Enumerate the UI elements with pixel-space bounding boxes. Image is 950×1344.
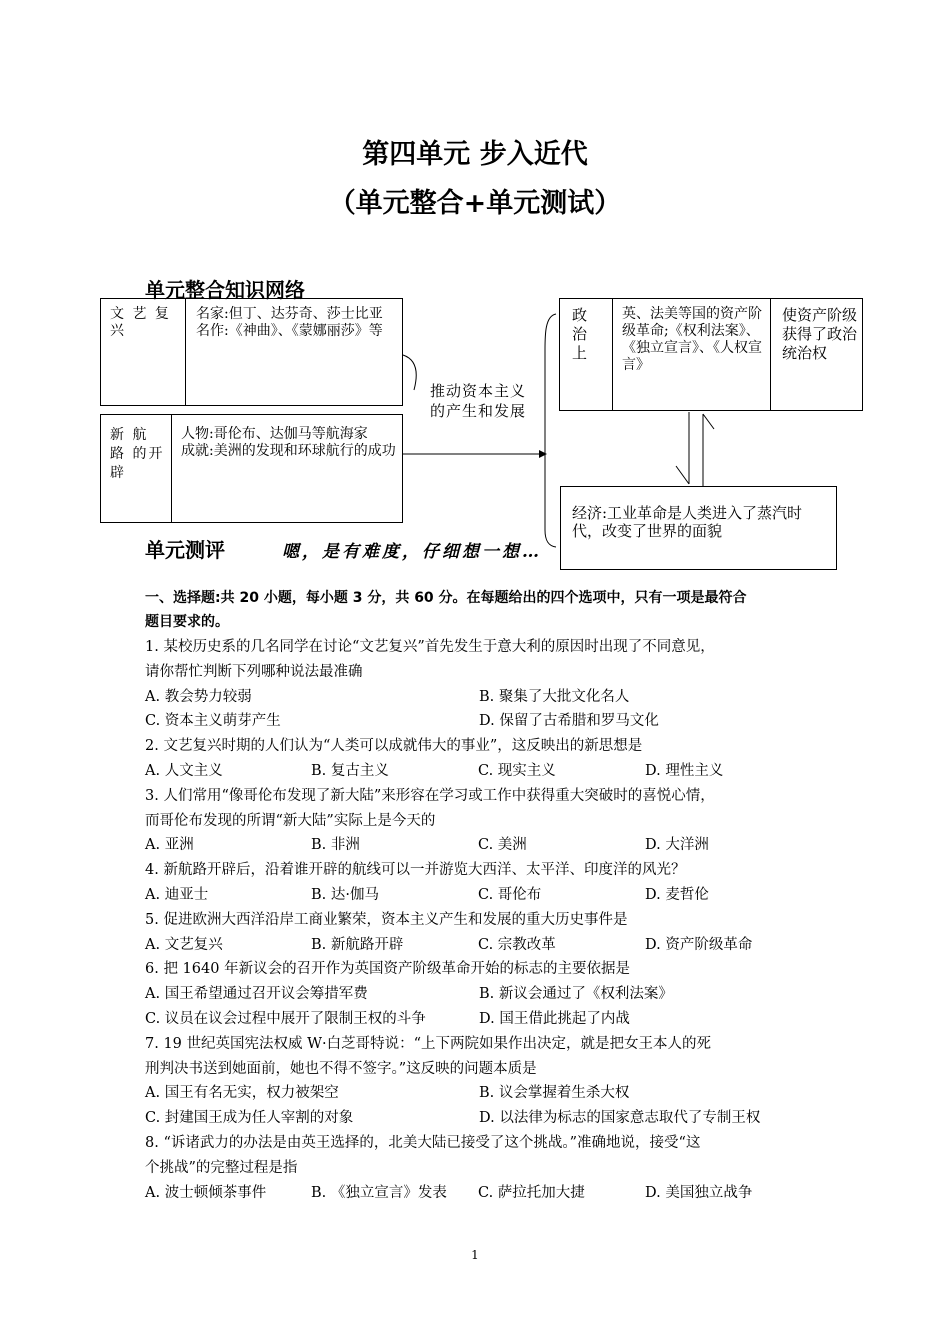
section-intro-line2: 题目要求的。: [145, 614, 229, 630]
question-4-option: C. 哥伦布: [478, 887, 542, 903]
question-4-option: A. 迪亚士: [145, 887, 209, 903]
politics-content: 英、法美等国的资产阶级革命;《权利法案》、《独立宣言》、《人权宣言》: [622, 306, 762, 373]
question-2-option: C. 现实主义: [478, 763, 556, 779]
question-6-option: B. 新议会通过了《权利法案》: [479, 986, 673, 1003]
question-8-stem: 8. “诉诸武力的办法是由英王选择的，北美大陆已接受了这个挑战。”准确地说，接受“这: [145, 1135, 701, 1151]
question-3-stem: 而哥伦布发现的所谓“新大陆”实际上是今天的: [145, 812, 436, 829]
question-2-stem: 2. 文艺复兴时期的人们认为“人类可以成就伟大的事业”，这反映出的新思想是: [145, 738, 643, 755]
question-6-stem: 6. 把 1640 年新议会的召开作为英国资产阶级革命开始的标志的主要依据是: [145, 961, 631, 978]
question-4-stem: 4. 新航路开辟后，沿着谁开辟的航线可以一并游览大西洋、太平洋、印度洋的风光？: [145, 862, 686, 879]
question-4-option: B. 达·伽马: [311, 887, 379, 903]
question-5-option: C. 宗教改革: [478, 936, 556, 953]
question-6-option: D. 国王借此挑起了内战: [479, 1011, 630, 1027]
question-5-option: B. 新航路开辟: [311, 936, 404, 953]
page-subtitle: （单元整合+单元测试）: [328, 188, 622, 219]
renaissance-label: 文 艺 复兴: [110, 306, 171, 339]
question-1-stem: 请你帮忙判断下列哪种说法最准确: [145, 663, 363, 680]
middle-text: 推动资本主义的产生和发展: [430, 382, 527, 420]
question-1-stem: 1. 某校历史系的几名同学在讨论“文艺复兴”首先发生于意大利的原因时出现了不同意见，: [145, 639, 715, 655]
politics-label: 政治上: [572, 306, 588, 362]
economy-content: 经济:工业革命是人类进入了蒸汽时代，改变了世界的面貌: [572, 504, 803, 540]
question-8-option: D. 美国独立战争: [645, 1184, 753, 1201]
politics-result: 使资产阶级获得了政治统治权: [782, 306, 858, 362]
question-7-stem: 刑判决书送到她面前，她也不得不签字。”这反映的问题本质是: [145, 1060, 537, 1077]
question-8-option: B. 《独立宣言》发表: [311, 1184, 447, 1201]
question-2-option: D. 理性主义: [645, 763, 724, 779]
question-2-option: B. 复古主义: [311, 763, 389, 779]
new-route-label: 新 航 路 的开辟: [110, 427, 165, 481]
question-1-option: C. 资本主义萌芽产生: [145, 713, 281, 730]
page-title: 第四单元 步入近代: [362, 139, 588, 170]
question-3-option: C. 美洲: [478, 837, 527, 854]
question-7-option: D. 以法律为标志的国家意志取代了专制王权: [479, 1110, 761, 1127]
new-route-content: 人物:哥伦布、达伽马等航海家 成就:美洲的发现和环球航行的成功: [181, 426, 396, 459]
question-8-option: A. 波士顿倾茶事件: [145, 1184, 267, 1201]
test-note: 嗯，是有难度，仔细想一想…: [282, 542, 542, 562]
test-heading: 单元测评: [145, 538, 225, 562]
question-3-option: A. 亚洲: [145, 837, 194, 854]
question-5-stem: 5. 促进欧洲大西洋沿岸工商业繁荣，资本主义产生和发展的重大历史事件是: [145, 911, 628, 928]
question-5-option: A. 文艺复兴: [145, 936, 223, 953]
question-1-option: A. 教会势力较弱: [145, 688, 252, 705]
network-heading: 单元整合知识网络: [145, 278, 305, 302]
question-6-option: A. 国王希望通过召开议会筹措军费: [145, 986, 368, 1003]
question-3-option: D. 大洋洲: [645, 837, 709, 854]
question-7-option: C. 封建国王成为任人宰割的对象: [145, 1110, 354, 1127]
diagram-connectors: [0, 0, 950, 600]
section-intro-line1: 一、选择题:共 20 小题，每小题 3 分，共 60 分。在每题给出的四个选项中，只有一项是最符合: [145, 590, 747, 606]
question-8-option: C. 萨拉托加大捷: [478, 1184, 585, 1201]
question-8-stem: 个挑战”的完整过程是指: [145, 1159, 298, 1176]
question-5-option: D. 资产阶级革命: [645, 936, 753, 953]
question-3-option: B. 非洲: [311, 837, 360, 854]
question-7-option: B. 议会掌握着生杀大权: [479, 1085, 630, 1102]
page-number: 1: [471, 1248, 479, 1262]
question-1-option: B. 聚集了大批文化名人: [479, 688, 630, 705]
question-7-stem: 7. 19 世纪英国宪法权威 W·白芝哥特说：“上下两院如果作出决定，就是把女王本人的死: [145, 1035, 712, 1052]
question-4-option: D. 麦哲伦: [645, 887, 709, 903]
question-3-stem: 3. 人们常用“像哥伦布发现了新大陆”来形容在学习或工作中获得重大突破时的喜悦心情，: [145, 787, 715, 804]
renaissance-content: 名家:但丁、达芬奇、莎士比亚 名作:《神曲》、《蒙娜丽莎》等: [196, 306, 383, 339]
question-2-option: A. 人文主义: [145, 763, 223, 779]
question-6-option: C. 议员在议会过程中展开了限制王权的斗争: [145, 1011, 426, 1027]
question-1-option: D. 保留了古希腊和罗马文化: [479, 713, 659, 730]
question-7-option: A. 国王有名无实，权力被架空: [145, 1085, 339, 1102]
